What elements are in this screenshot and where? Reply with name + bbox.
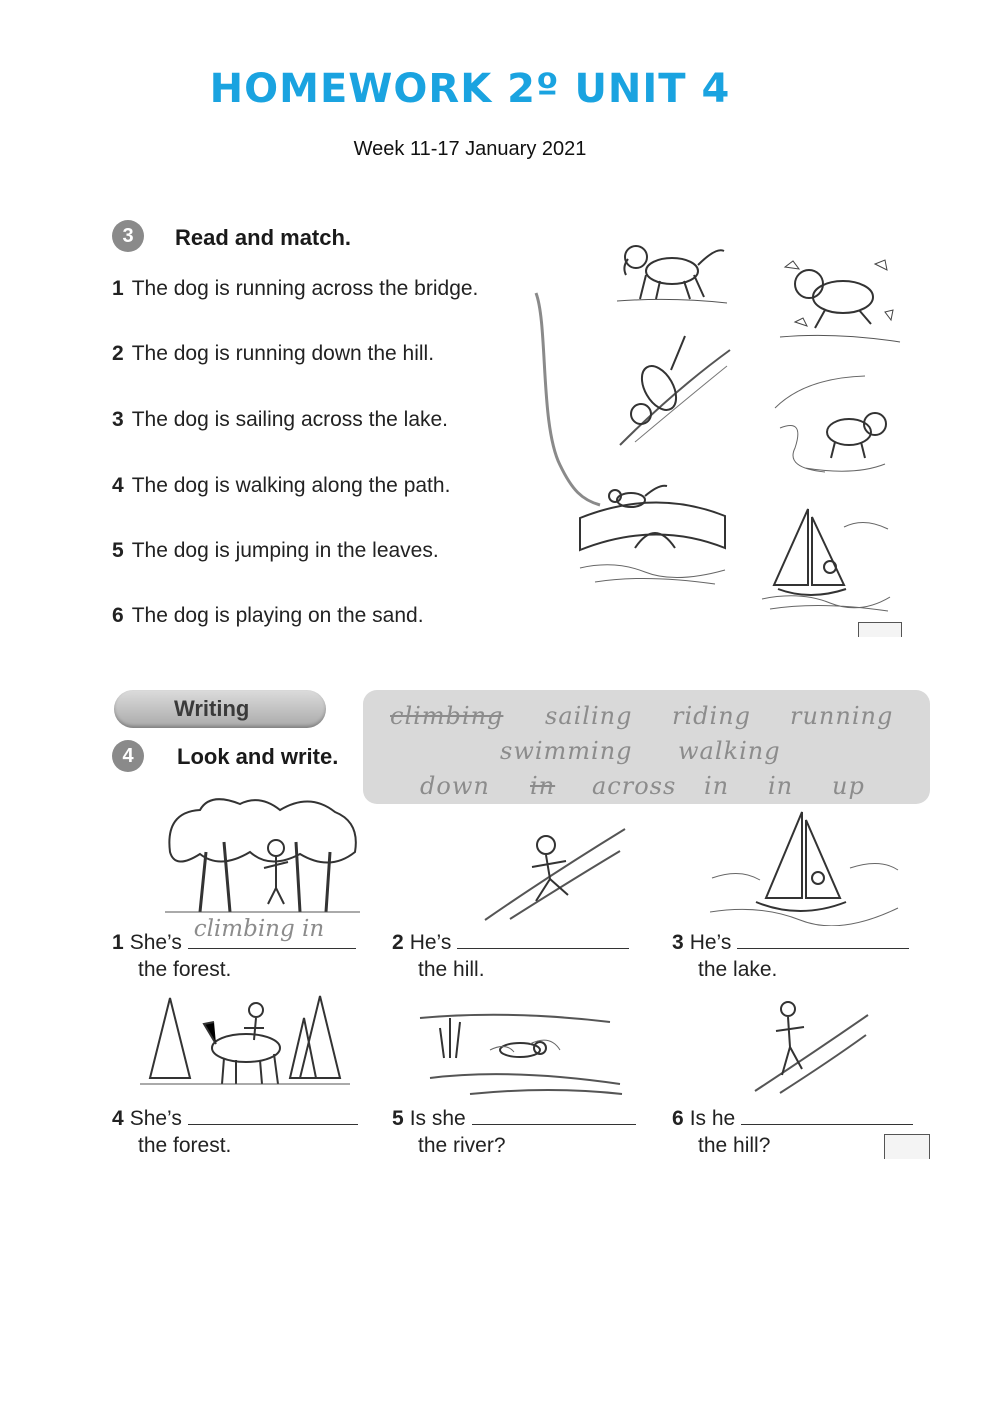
write-item-5: 5 Is she the river?	[392, 1105, 662, 1159]
word-bank-word: in	[704, 772, 730, 800]
word-bank-word: in	[530, 772, 556, 800]
word-bank-word: walking	[678, 737, 781, 765]
sentence-2[interactable]: 2 The dog is running down the hill.	[112, 342, 435, 365]
answer-line-3[interactable]	[737, 930, 909, 949]
word-bank-word: swimming	[500, 737, 633, 765]
word-bank-word: running	[790, 702, 894, 730]
answer-line-2[interactable]	[457, 930, 629, 949]
sentence-4[interactable]: 4 The dog is walking along the path.	[112, 474, 451, 497]
exercise-4-number: 4	[112, 740, 144, 772]
answer-line-5[interactable]	[472, 1106, 636, 1125]
exercise-4-instruction: Look and write.	[177, 744, 339, 769]
dog-playing-sand-picture[interactable]	[765, 368, 895, 476]
sentence-5[interactable]: 5 The dog is jumping in the leaves.	[112, 539, 439, 562]
dog-jumping-leaves-picture[interactable]	[775, 252, 905, 347]
word-bank-word: in	[768, 772, 794, 800]
writing-tab: Writing	[114, 690, 326, 728]
word-bank-word: across	[592, 772, 677, 800]
boy-walking-up-hill-picture[interactable]	[750, 995, 870, 1095]
boy-sailing-lake-picture[interactable]	[710, 808, 900, 926]
girl-swimming-river-picture[interactable]	[410, 998, 625, 1096]
word-bank-word: down	[420, 772, 490, 800]
dog-running-hill-picture[interactable]	[615, 330, 735, 450]
write-item-3: 3 He’s the lake.	[672, 929, 932, 983]
sentence-3[interactable]: 3 The dog is sailing across the lake.	[112, 408, 449, 431]
sentence-1[interactable]: 1 The dog is running across the bridge.	[112, 277, 479, 300]
boy-running-hill-picture[interactable]	[480, 815, 630, 923]
write-item-4: 4 She’s the forest.	[112, 1105, 382, 1159]
answer-text-1: climbing in	[193, 916, 325, 942]
girl-riding-forest-picture[interactable]	[140, 988, 350, 1088]
exercise-3-instruction: Read and match.	[175, 225, 352, 250]
page-title: HOMEWORK 2º UNIT 4	[209, 66, 731, 112]
dog-running-bridge-picture[interactable]	[575, 478, 735, 588]
answer-line-4[interactable]	[188, 1106, 358, 1125]
week-subtitle: Week 11-17 January 2021	[353, 138, 587, 160]
write-item-6: 6 Is he the hill?	[672, 1105, 942, 1159]
exercise-3-number: 3	[112, 220, 144, 252]
dog-walking-path-picture[interactable]	[612, 235, 732, 310]
word-bank-word: riding	[672, 702, 752, 730]
write-item-1: 1 She’s climbing in the forest.	[112, 929, 382, 983]
sentence-6[interactable]: 6 The dog is playing on the sand.	[112, 604, 424, 627]
answer-line-1[interactable]	[188, 916, 356, 949]
score-box-exercise-3[interactable]	[858, 622, 902, 637]
answer-line-6[interactable]	[741, 1106, 913, 1125]
score-box-exercise-4[interactable]	[884, 1134, 930, 1159]
write-item-2: 2 He’s the hill.	[392, 929, 652, 983]
dog-sailing-lake-picture[interactable]	[760, 503, 895, 613]
word-bank-word: climbing	[390, 702, 504, 730]
word-bank-word: up	[832, 772, 865, 800]
girl-climbing-forest-picture[interactable]	[160, 792, 365, 917]
word-bank-word: sailing	[545, 702, 633, 730]
